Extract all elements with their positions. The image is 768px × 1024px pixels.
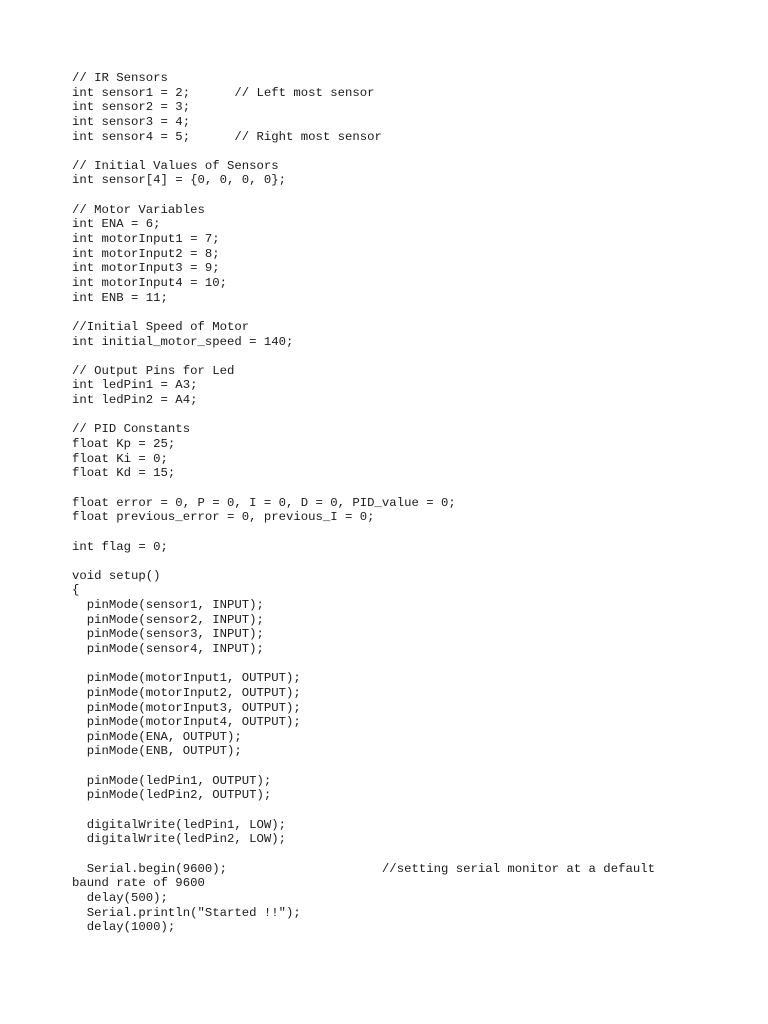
code-line: float Kp = 25; <box>72 437 176 452</box>
code-line: Serial.begin(9600); //setting serial monitor at a default <box>72 861 655 876</box>
code-line: float Ki = 0; <box>72 451 168 466</box>
code-line <box>72 188 752 203</box>
code-line: int ENA = 6; <box>72 217 161 232</box>
code-line <box>72 481 752 496</box>
code-line: int ENB = 11; <box>72 290 168 305</box>
code-line: pinMode(sensor3, INPUT); <box>72 627 264 642</box>
code-line: float error = 0, P = 0, I = 0, D = 0, PID_value = 0; <box>72 495 456 510</box>
code-line: int sensor1 = 2; // Left most sensor <box>72 85 375 100</box>
code-line <box>72 759 752 774</box>
code-line: // Initial Values of Sensors <box>72 158 279 173</box>
code-line: int sensor2 = 3; <box>72 100 191 115</box>
code-line: int sensor3 = 4; <box>72 114 191 129</box>
code-line: void setup() <box>72 568 161 583</box>
code-line: pinMode(motorInput4, OUTPUT); <box>72 715 301 730</box>
code-line: float previous_error = 0, previous_I = 0; <box>72 510 375 525</box>
code-listing <box>72 71 752 935</box>
code-line <box>72 525 752 540</box>
code-line: int motorInput1 = 7; <box>72 232 220 247</box>
code-line: // IR Sensors <box>72 71 168 85</box>
code-line <box>72 554 752 569</box>
code-line: int sensor4 = 5; // Right most sensor <box>72 129 382 144</box>
code-line <box>72 408 752 423</box>
code-line: int motorInput2 = 8; <box>72 246 220 261</box>
code-line: Serial.println("Started !!"); <box>72 905 301 920</box>
code-line: pinMode(motorInput3, OUTPUT); <box>72 700 301 715</box>
code-line: pinMode(ENA, OUTPUT); <box>72 729 242 744</box>
code-line: int initial_motor_speed = 140; <box>72 334 294 349</box>
code-line: pinMode(sensor1, INPUT); <box>72 598 264 613</box>
code-line: digitalWrite(ledPin2, LOW); <box>72 832 287 847</box>
code-line: { <box>72 583 80 598</box>
code-line: pinMode(ledPin2, OUTPUT); <box>72 788 272 803</box>
code-line: // PID Constants <box>72 422 191 437</box>
code-line <box>72 847 752 862</box>
code-line <box>72 144 752 159</box>
code-line: delay(500); <box>72 890 168 905</box>
code-line: delay(1000); <box>72 920 176 935</box>
code-line: int ledPin1 = A3; <box>72 378 198 393</box>
code-line: pinMode(ENB, OUTPUT); <box>72 744 242 759</box>
code-line: int motorInput4 = 10; <box>72 275 227 290</box>
code-line: int motorInput3 = 9; <box>72 261 220 276</box>
code-line <box>72 349 752 364</box>
code-line: float Kd = 15; <box>72 466 176 481</box>
code-line <box>72 305 752 320</box>
code-line <box>72 803 752 818</box>
code-line: pinMode(motorInput2, OUTPUT); <box>72 685 301 700</box>
code-line: // Motor Variables <box>72 202 205 217</box>
code-line: pinMode(ledPin1, OUTPUT); <box>72 773 272 788</box>
code-line: int ledPin2 = A4; <box>72 393 198 408</box>
code-line: baund rate of 9600 <box>72 876 205 891</box>
code-line: // Output Pins for Led <box>72 363 235 378</box>
code-line: digitalWrite(ledPin1, LOW); <box>72 817 287 832</box>
code-line: int sensor[4] = {0, 0, 0, 0}; <box>72 173 287 188</box>
code-line: //Initial Speed of Motor <box>72 319 250 334</box>
code-line: int flag = 0; <box>72 539 168 554</box>
code-line <box>72 657 752 672</box>
code-line: pinMode(sensor2, INPUT); <box>72 612 264 627</box>
code-line: pinMode(sensor4, INPUT); <box>72 641 264 656</box>
code-line: pinMode(motorInput1, OUTPUT); <box>72 671 301 686</box>
